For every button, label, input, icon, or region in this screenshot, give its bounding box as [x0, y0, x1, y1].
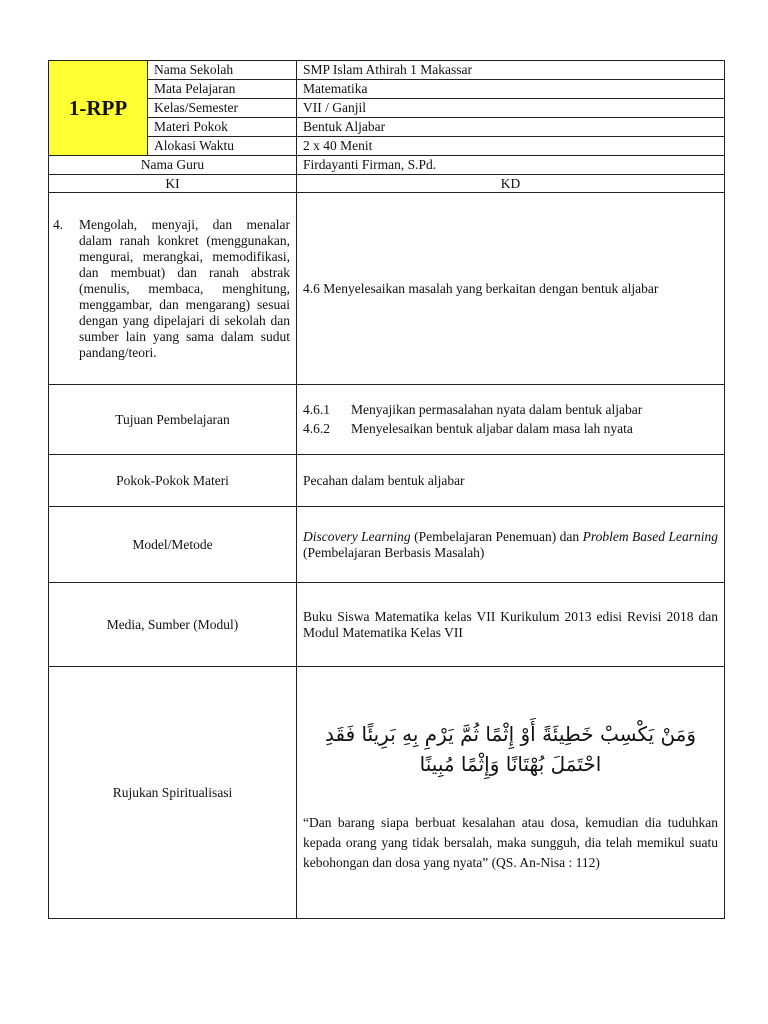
tujuan-text: Menyelesaikan bentuk aljabar dalam masa lah nyata [351, 421, 633, 436]
rujukan-row [49, 667, 725, 919]
identity-label: Mata Pelajaran [148, 80, 297, 99]
identity-value: SMP Islam Athirah 1 Makassar [297, 61, 725, 80]
pokok-row [49, 455, 725, 507]
kd-header: KD [297, 175, 725, 193]
rujukan-cell [297, 667, 725, 919]
identity-value: Matematika [297, 80, 725, 99]
rpp-document [48, 60, 724, 919]
model-term: Problem Based Learning [582, 528, 718, 544]
identity-label: Kelas/Semester [148, 99, 297, 118]
ki-cell [49, 193, 297, 385]
identity-row-subject [49, 80, 725, 99]
rujukan-label: Rujukan Spiritualisasi [49, 667, 297, 919]
model-desc: (Pembelajaran Penemuan) dan [410, 528, 583, 544]
model-term: Discovery Learning [303, 528, 411, 544]
identity-value: Bentuk Aljabar [297, 118, 725, 137]
media-value: Buku Siswa Matematika kelas VII Kurikulum 2013 edisi Revisi 2018 dan Modul Matematika Kelas VII [297, 583, 725, 667]
tujuan-code: 4.6.1 [303, 402, 330, 417]
rpp-logo: 1-RPP [49, 61, 148, 156]
tujuan-code: 4.6.2 [303, 421, 330, 436]
identity-label: Materi Pokok [148, 118, 297, 137]
teacher-row [49, 156, 725, 175]
ki-text: Mengolah, menyaji, dan menalar dalam ranah konkret (menggunakan, mengurai, merangkai, memodifikasi, dan membuat) dan ranah abstrak (menulis, membaca, menghitung, menggambar, dan mengarang) sesuai dengan yang dipelajari di sekolah dan sumber lain yang sama dalam sudut pandang/teori. [79, 216, 290, 360]
teacher-value: Firdayanti Firman, S.Pd. [297, 156, 725, 175]
teacher-label: Nama Guru [49, 156, 297, 175]
ki-header: KI [49, 175, 297, 193]
pokok-label: Pokok-Pokok Materi [49, 455, 297, 507]
model-value [297, 507, 725, 583]
tujuan-label: Tujuan Pembelajaran [49, 385, 297, 455]
pokok-value: Pecahan dalam bentuk aljabar [297, 455, 725, 507]
ki-kd-header-row [49, 175, 725, 193]
rpp-table [48, 60, 725, 919]
tujuan-row [49, 385, 725, 455]
identity-label: Nama Sekolah [148, 61, 297, 80]
arabic-verse: وَمَنْ يَكْسِبْ خَطِيئَةً أَوْ إِثْمًا ثُمَّ يَرْمِ بِهِ بَرِيئًا فَقَدِ احْتَمَلَ بُهْتَانًا وَإِثْمًا مُبِينًا [324, 721, 697, 776]
tujuan-item [303, 421, 718, 437]
ki-kd-row [49, 193, 725, 385]
media-label: Media, Sumber (Modul) [49, 583, 297, 667]
identity-row-class [49, 99, 725, 118]
model-row [49, 507, 725, 583]
identity-value: VII / Ganjil [297, 99, 725, 118]
media-row [49, 583, 725, 667]
verse-translation: “Dan barang siapa berbuat kesalahan atau dosa, kemudian dia tuduhkan kepada orang yang tidak bersalah, maka sungguh, dia telah memikul suatu kebohongan dan dosa yang nyata” (QS. An-Nisa : 112) [303, 814, 718, 870]
identity-value: 2 x 40 Menit [297, 137, 725, 156]
identity-row-school [49, 61, 725, 80]
identity-row-time [49, 137, 725, 156]
kd-cell: 4.6 Menyelesaikan masalah yang berkaitan dengan bentuk aljabar [297, 193, 725, 385]
tujuan-item [303, 402, 718, 418]
identity-label: Alokasi Waktu [148, 137, 297, 156]
tujuan-text: Menyajikan permasalahan nyata dalam bentuk aljabar [351, 402, 643, 417]
tujuan-cell [297, 385, 725, 455]
model-label: Model/Metode [49, 507, 297, 583]
ki-number: 4. [53, 216, 64, 232]
identity-row-topic [49, 118, 725, 137]
model-desc: (Pembelajaran Berbasis Masalah) [303, 544, 485, 560]
